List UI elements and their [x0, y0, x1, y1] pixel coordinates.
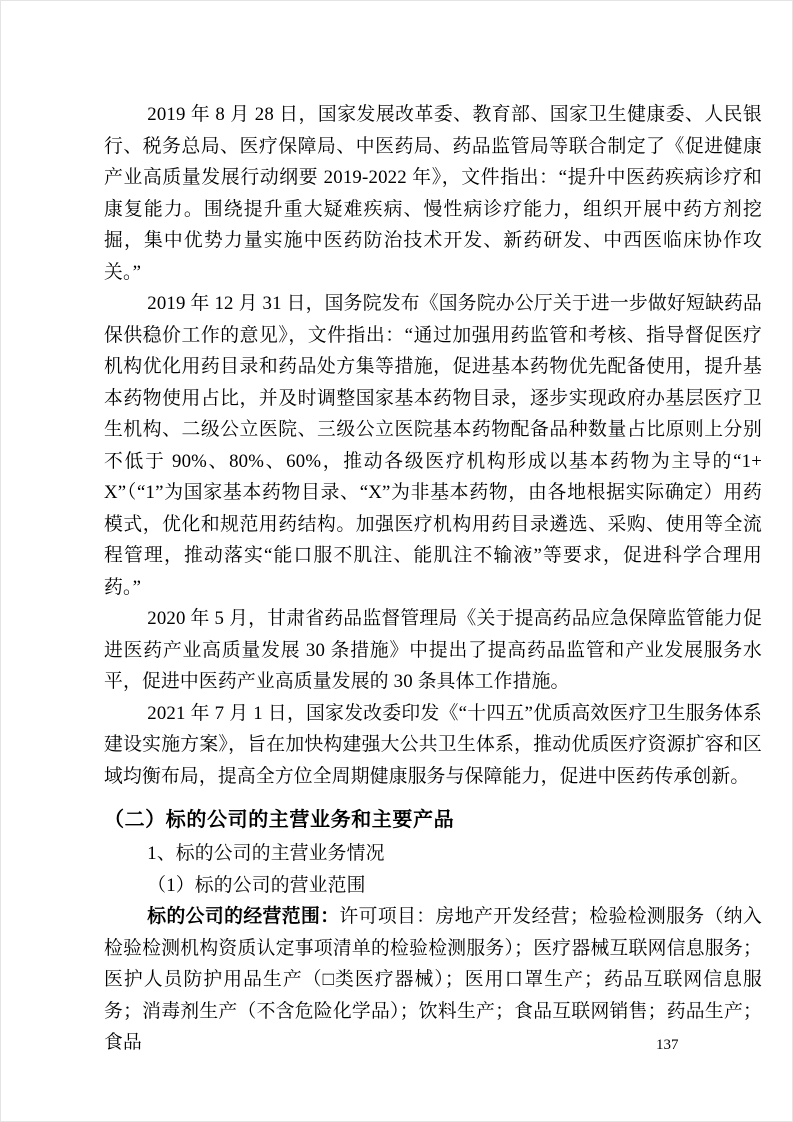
business-scope-label: 标的公司的经营范围： [147, 906, 340, 927]
section-heading-main-business-and-products: （二）标的公司的主营业务和主要产品 [104, 809, 455, 831]
paragraph-policy-2019-08: 2019 年 8 月 28 日，国家发展改革委、教育部、国家卫生健康委、人民银行、税务总局、医疗保障局、中医药局、药品监管局等联合制定了《促进健康产业高质量发展行动纲要 2019-2022 年》，文件指出：“提升中医药疾病诊疗和康复能力。围绕提升重大疑难疾病、慢性病诊疗能力，组织开展中药方剂挖掘，集中优势力量实施中医药防治技术开发、新药研发、中西医临床协作攻关。” [104, 104, 762, 283]
paragraph-policy-2019-12: 2019 年 12 月 31 日，国务院发布《国务院办公厅关于进一步做好短缺药品保供稳价工作的意见》，文件指出：“通过加强用药监管和考核、指导督促医疗机构优化用药目录和药品处方集等措施，促进基本药物优先配备使用，提升基本药物使用占比，并及时调整国家基本药物目录，逐步实现政府办基层医疗卫生机构、二级公立医院、三级公立医院基本药物配备品种数量占比原则上分别不低于 90%、80%、60%，推动各级医疗机构形成以基本药物为主导的“1+X”（“1”为国家基本药物目录、“X”为非基本药物，由各地根据实际确定）用药模式，优化和规范用药结构。加强医疗机构用药目录遴选、采购、使用等全流程管理，推动落实“能口服不肌注、能肌注不输液”等要求，促进科学合理用药。” [104, 293, 762, 598]
business-scope-text: 许可项目：房地产开发经营；检验检测服务（纳入检验检测机构资质认定事项清单的检验检测服务）；医疗器械互联网信息服务；医护人员防护用品生产（□类医疗器械）；医用口罩生产；药品互联网信息服务；消毒剂生产（不含危险化学品）；饮料生产；食品互联网销售；药品生产；食品 [104, 906, 762, 1053]
page-number: 137 [656, 1037, 679, 1053]
paragraph-policy-2021-07: 2021 年 7 月 1 日，国家发改委印发《“十四五”优质高效医疗卫生服务体系建设实施方案》，旨在加快构建强大公共卫生体系，推动优质医疗资源扩容和区域均衡布局，提高全方位全周期健康服务与保障能力，促进中医药传承创新。 [104, 702, 762, 787]
subheading-main-business-situation: 1、标的公司的主营业务情况 [147, 843, 385, 864]
paragraph-policy-2020-05: 2020 年 5 月，甘肃省药品监督管理局《关于提高药品应急保障监管能力促进医药产业高质量发展 30 条措施》中提出了提高药品监管和产业发展服务水平，促进中医药产业高质量发展的 30 条具体工作措施。 [104, 608, 762, 692]
page-content [1, 1, 792, 1059]
subheading-business-scope: （1）标的公司的营业范围 [147, 874, 366, 896]
